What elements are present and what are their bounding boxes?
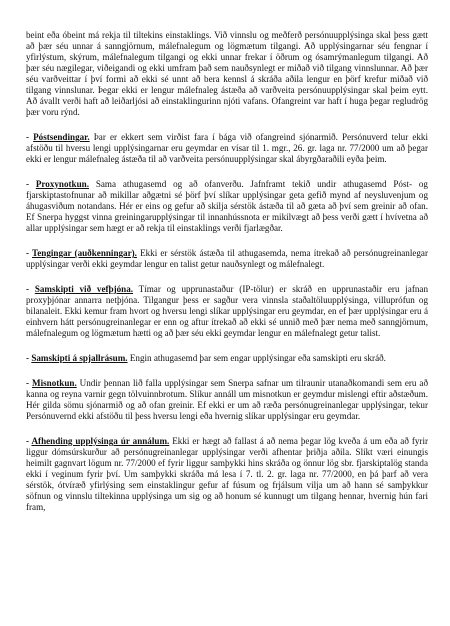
section-title: Samskipti á spjallrásum. <box>31 353 128 363</box>
section-spjallrasir <box>26 353 428 364</box>
section-text: Undir þennan lið falla upplýsingar sem Snerpa safnar um tilraunir utanaðkomandi sem eru að kanna og reyna varnir gegn tölvuinnbrotum. Slíkur annáll um misnotkun er geymdur mislengi eftir aðstæðum. Hér gilda sömu sjónarmið og að ofan greinir. Ef ekki er um að ræða persónugreinanlegar upplýsingar, tekur Persónuvernd ekki afstöðu til þess hversu lengi eða hvernig slíkar upplýsingar eru geymdar. <box>26 378 428 421</box>
section-tengingar <box>26 248 428 270</box>
section-heading <box>26 378 77 388</box>
section-title: Tengingar (auðkenningar). <box>32 248 137 258</box>
section-text: Þar er ekkert sem virðist fara í bága við ofangreind sjónarmið. Persónuverd telur ekki afstöðu til hversu lengi upplýsingarnar eru geymdar en vísar til 1. mgr., 26. gr. laga nr. 77/2000 um að þegar ekki er lengur málefnaleg ástæða til að varðveita persónuupplýsingar skal ábyrgðaraðili eyða þeim. <box>26 132 428 164</box>
section-text: Engin athugasemd þar sem engar upplýsingar eða samskipti eru skráð. <box>127 353 386 363</box>
section-title: Póstsendingar. <box>33 132 90 142</box>
section-postsendingar <box>26 132 428 165</box>
section-dash: - <box>26 248 32 258</box>
section-dash: - <box>26 353 32 363</box>
intro-paragraph: beint eða óbeint má rekja til tiltekins einstaklings. Við vinnslu og meðferð persónuupplýsinga skal þess gætt að þær séu unnar á sanngjörnum, málefnalegum og lögmætum tilgangi. Að upplýsingarnar séu fengnar í yfirlýstum, skýrum, málefnalegum tilgangi og ekki unnar frekar í öðrum og ósamrýmanlegum tilgangi. Að þær séu nægilegar, viðeigandi og ekki umfram það sem nauðsynlegt er miðað við tilgang vinnslunnar. Að þær séu varðveittar í því formi að ekki sé unnt að bera kennsl á skráða aðila lengur en þörf krefur miðað við tilgang vinnslunar. Þegar ekki er lengur málefnaleg ástæða að varðveita persónuupplýsingar skal þeim eytt. Að ávallt verði haft að leiðarljósi að einstaklingurinn njóti vafans. Ofangreint var haft í huga þegar regludrög þær voru rýnd. <box>26 30 428 117</box>
section-heading <box>26 284 133 294</box>
section-samskipti-vefthjona <box>26 284 428 339</box>
section-text: Ekki er hægt að fallast á að nema þegar lög kveða á um eða að fyrir liggur dómsúrskurður að persónugreinanlegar upplýsingar verði afhentar þriðja aðila. Slíkt væri einungis heimilt gagnvart lögum nr. 77/2000 ef fyrir liggur samþykki hins skráða og önnur lög sbr. fjarskiptalög standa ekki í veginum fyrir því. Um samþykki skráða má lesa í 7. tl. 2. gr. laga nr. 77/2000, en þá þarf að vera sérstök, ótvíræð yfirlýsing sem einstaklingur gefur af fúsum og frjálsum vilja um að hann sé samþykkur söfnun og vinnslu tiltekinna upplýsinga um sig og að honum sé kunnugt um tilgang hennar, hvernig hún fari fram, <box>26 436 428 512</box>
section-proxynotkun <box>26 179 428 234</box>
section-dash: - <box>26 284 35 294</box>
section-heading <box>26 248 137 258</box>
section-heading <box>26 179 89 189</box>
section-misnotkun <box>26 378 428 422</box>
section-text: Sama athugasemd og að ofanverðu. Jafnframt tekið undir athugasemd Póst- og fjarskiptastofnunar að mikillar aðgætni sé þörf því slíkar upplýsingar geta gefið mynd af neysluvenjum og áhugasviðum notandans. Hér er eins og gefur að skilja sérstök ástæða til að gæta að því sem greinir að ofan. Ef Snerpa hyggst vinna greiningarupplýsingar til innanhússnota er mikilvægt að þess verði gætt í hvívetna að allar upplýsingar sem hægt er að rekja til einstaklings verði fjarlægðar. <box>26 179 428 233</box>
section-title: Misnotkun. <box>31 378 77 388</box>
section-afhending <box>26 436 428 513</box>
section-dash: - <box>26 179 36 189</box>
section-dash: - <box>26 436 32 446</box>
document-page <box>26 30 428 527</box>
section-text: Tímar og upprunastaður (IP-tölur) er skráð en upprunastaðir eru jafnan proxyþjónar annarra netþjóna. Tilgangur þess er sagður vera vinnsla staðaltöluupplýsinga, villuprófun og bilanaleit. Ekki kemur fram hvort og hversu lengi slíkar upplýsingar eru geymdar, en ef þær upplýsingar eru á einhvern hátt persónugreinanlegar er enn og aftur ítrekað að ekki sé unnið með þær nema með sanngjörnum, málefnalegum og lögmætum hætti og að þær séu ekki geymdar lengur en málefnalegt getur talist. <box>26 284 428 338</box>
section-heading <box>26 132 90 142</box>
section-dash: - <box>26 378 32 388</box>
section-heading <box>26 353 128 363</box>
section-title: Afhending upplýsinga úr annálum. <box>31 436 170 446</box>
section-dash: - <box>26 132 34 142</box>
section-heading <box>26 436 169 446</box>
section-title: Proxynotkun. <box>35 179 90 189</box>
section-title: Samskipti við vefþjóna. <box>34 284 134 294</box>
section-text: Ekki er sérstök ástæða til athugasemda, nema ítrekað að persónugreinanlegar upplýsingar verði ekki geymdar lengur en talist getur nauðsynlegt og málefnalegt. <box>26 248 428 269</box>
